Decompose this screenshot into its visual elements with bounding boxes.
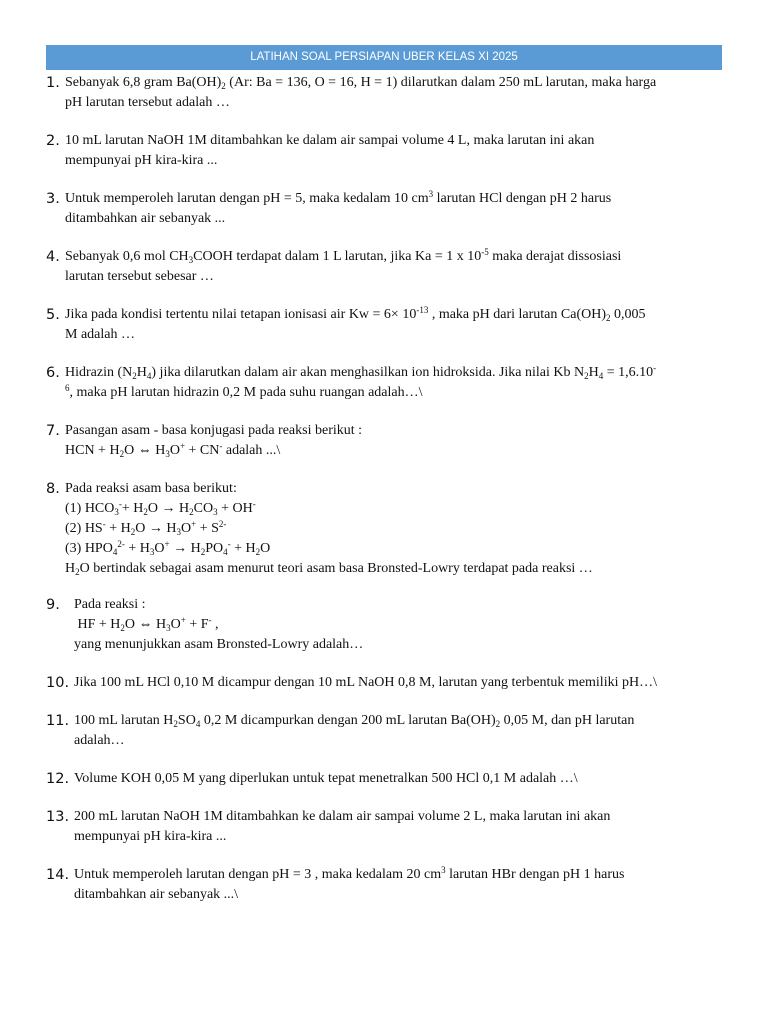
question-line: ditambahkan air sebanyak ... [65,211,226,226]
document-header: LATIHAN SOAL PERSIAPAN UBER KELAS XI 2025 [46,45,722,70]
question-line: Sebanyak 6,8 gram $Ba(OH)_2$ (Ar: Ba = 136, O = 16, H = 1) dilarutkan dalam 250 mL larutan, maka harga [65,75,657,91]
question-number: 3. [46,191,60,207]
question-line: 200 mL larutan NaOH 1M ditambahkan ke dalam air sampai volume 2 L, maka larutan ini akan [74,809,611,824]
question-line: larutan tersebut sebesar … [65,269,214,284]
question-line: mempunyai pH kira-kira ... [65,153,218,168]
question-line: Untuk memperoleh larutan dengan pH = 5, maka kedalam 10 $cm^3$ larutan HCl dengan pH 2 harus [65,189,612,206]
question-line: 10 mL larutan NaOH 1M ditambahkan ke dalam air sampai volume 4 L, maka larutan ini akan [65,133,595,148]
question-text [74,673,724,693]
question-line: pH larutan tersebut adalah … [65,95,230,110]
question-line: Hidrazin $(N_2H_4)$ jika dilarutkan dalam air akan menghasilkan ion hidroksida. Jika nilai Kb $N_2H_4 = 1,6.10^-$ [65,363,657,381]
question-line: M adalah … [65,327,135,342]
question-number: 12. [46,771,70,787]
question-line: $^6$, maka pH larutan hidrazin 0,2 M pada suhu ruangan adalah…\ [65,383,423,400]
question-line: $H_2O$ bertindak sebagai asam menurut teori asam basa Bronsted-Lowry terdapat pada reaksi … [65,561,593,577]
question-line: ditambahkan air sebanyak ...\ [74,887,239,902]
question-text [74,595,724,655]
question-line: (2) $HS^- + H_2O \to H_3O^+ + S^{2-}$ [65,519,227,537]
question-number: 5. [46,307,60,323]
question-text [65,479,725,579]
question-text [65,421,725,461]
question-text [65,305,725,345]
question-text [65,247,725,287]
question-line: Untuk memperoleh larutan dengan pH = 3 , maka kedalam 20 $cm^3$ larutan HBr dengan pH 1 harus [74,865,625,882]
question-number: 13. [46,809,70,825]
question-number: 2. [46,133,60,149]
question-number: 7. [46,423,60,439]
question-line: Sebanyak 0,6 mol $CH_3COOH$ terdapat dalam 1 L larutan, jika Ka = 1 x $10^{-5}$ maka derajat dissosiasi [65,247,622,265]
question-number: 10. [46,675,70,691]
question-line: yang menunjukkan asam Bronsted-Lowry adalah… [74,637,364,652]
question-line: adalah… [74,733,125,748]
question-number: 11. [46,713,70,729]
question-number: 9. [46,597,60,613]
question-text [65,363,725,403]
question-number: 1. [46,75,60,91]
question-text [65,189,725,229]
question-line: HF + $H_2O$ ⇔ $H_3O^+ + F^-$ , [74,615,219,633]
question-number: 8. [46,481,60,497]
question-line: (1) $HCO_3^-+ H_2O \to H_2CO_3 + OH^-$ [65,499,256,517]
question-text [74,865,724,905]
question-text [65,73,725,113]
question-line: Jika pada kondisi tertentu nilai tetapan ionisasi air $Kw = 6\times 10^{-13}$ , maka pH dari larutan $Ca(OH)_2$ 0,005 [65,305,646,323]
question-line: (3) $HPO_4^{2-} + H_3O^+ \to H_2PO_4^- + H_2O$ [65,539,271,557]
question-text [74,807,724,847]
question-number: 6. [46,365,60,381]
question-line: Jika 100 mL HCl 0,10 M dicampur dengan 10 mL NaOH 0,8 M, larutan yang terbentuk memiliki pH…\ [74,675,657,690]
question-line: Volume KOH 0,05 M yang diperlukan untuk tepat menetralkan 500 HCl 0,1 M adalah …\ [74,771,578,786]
question-line: Pada reaksi asam basa berikut: [65,481,237,496]
question-text [65,131,725,171]
question-number: 14. [46,867,70,883]
question-text [74,769,724,789]
question-line: Pasangan asam - basa konjugasi pada reaksi berikut : [65,423,363,438]
question-line: HCN + $H_2O$ ⇔ $H_3O^+ + CN^-$ adalah ...\ [65,441,281,459]
question-line: 100 mL larutan $H_2SO_4$ 0,2 M dicampurkan dengan 200 mL larutan $Ba(OH)_2$ 0,05 M, dan pH larutan [74,713,635,729]
question-number: 4. [46,249,60,265]
question-line: Pada reaksi : [74,597,146,612]
question-text [74,711,724,751]
question-line: mempunyai pH kira-kira ... [74,829,227,844]
